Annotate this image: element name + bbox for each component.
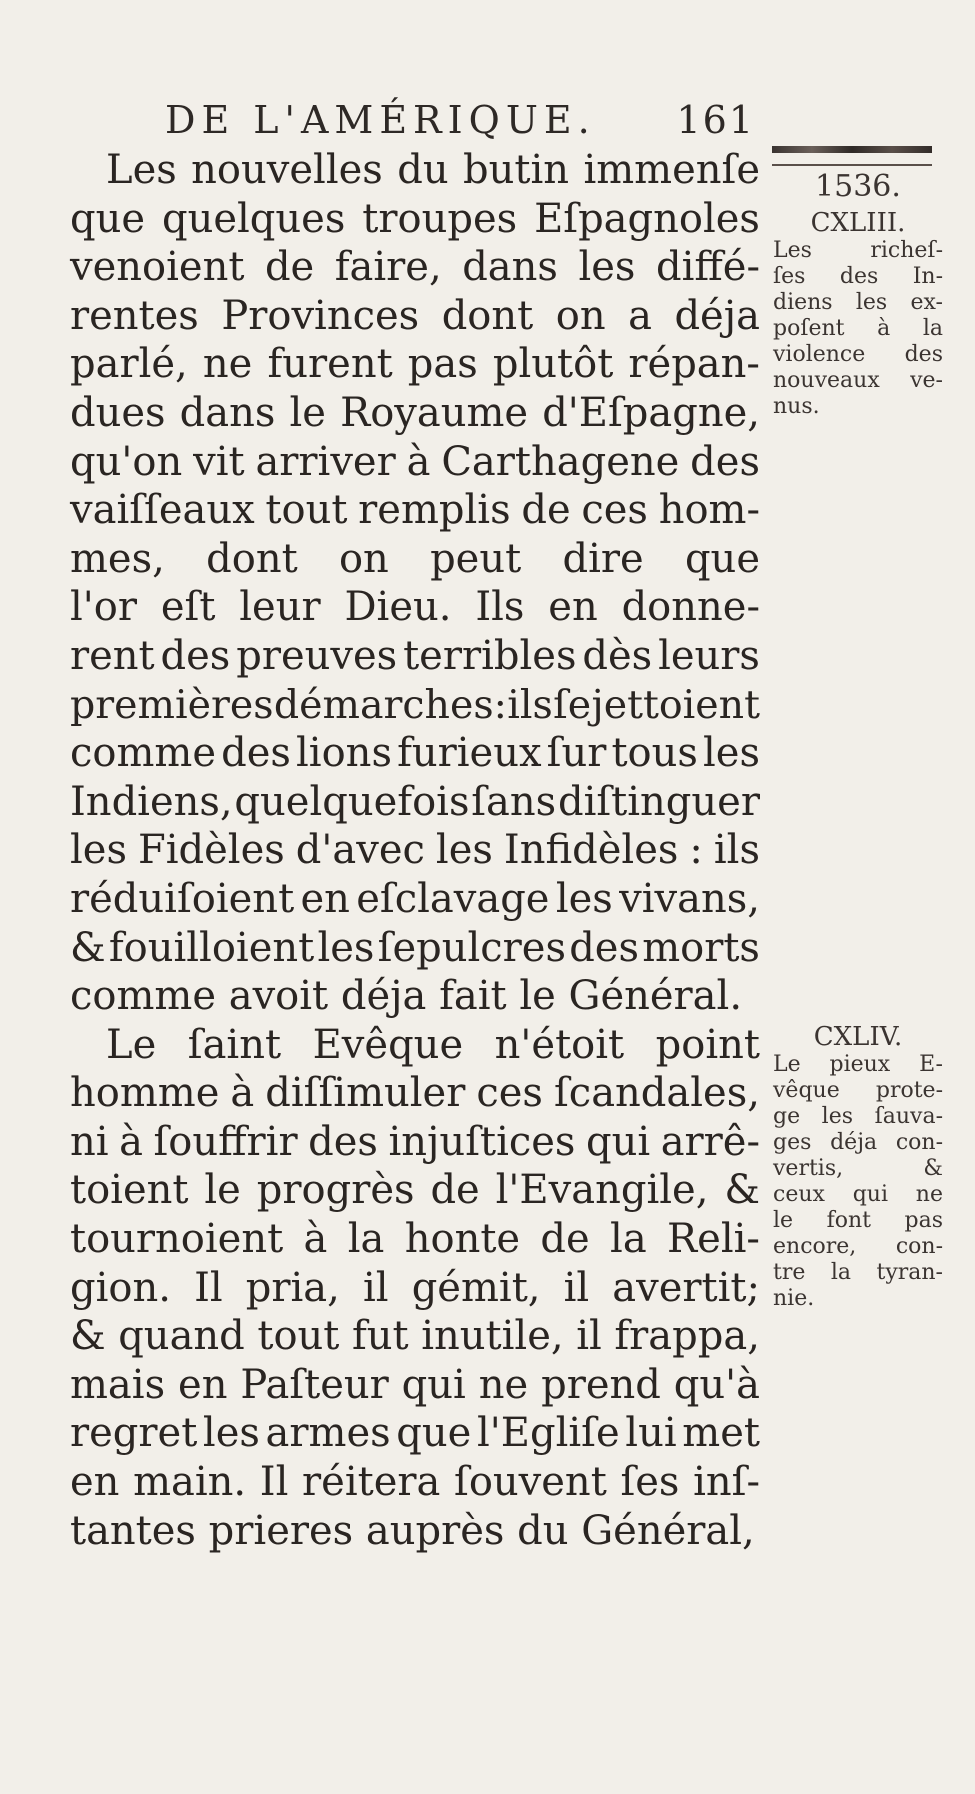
text-line: venoient de faire, dans les diffé- <box>70 244 760 291</box>
margin-ornament-rule <box>772 146 932 153</box>
text-line: que quelques troupes Eſpagnoles <box>70 195 760 242</box>
text-line: mes, dont on peut dire que <box>70 535 760 582</box>
margin-note-line: poſent à la <box>773 316 943 341</box>
margin-note-line: nus. <box>773 394 820 419</box>
text-line: Indiens, quelquefois ſans diſtinguer <box>70 778 760 825</box>
running-title: DE L'AMÉRIQUE. <box>165 98 596 142</box>
text-line: rentes Provinces dont on a déja <box>70 292 760 339</box>
margin-note-line: ceux qui ne <box>773 1182 943 1207</box>
margin-note-1 <box>773 170 943 420</box>
text-line: Le ſaint Evêque n'étoit point <box>106 1021 760 1068</box>
text-line: comme avoit déja fait le Général. <box>70 973 743 1020</box>
margin-thin-rule <box>772 164 932 166</box>
margin-note-line: ge les ſauva- <box>773 1104 943 1129</box>
margin-note-line: vêque prote- <box>773 1078 943 1103</box>
margin-note-line: nie. <box>773 1286 815 1311</box>
page-header <box>165 98 755 142</box>
margin-year: 1536. <box>815 169 901 204</box>
text-line: ni à ſouffrir des injuſtices qui arrê- <box>70 1118 760 1165</box>
text-line: toient le progrès de l'Evangile, & <box>70 1167 760 1214</box>
margin-note-line: nouveaux ve- <box>773 368 943 393</box>
text-line: en main. Il réitera ſouvent ſes inſ- <box>70 1459 760 1506</box>
text-line: premières démarches: ils ſe jettoient <box>70 681 760 728</box>
section-number-143: CXLIII. <box>810 208 906 238</box>
text-line: dues dans le Royaume d'Eſpagne, <box>70 389 760 436</box>
margin-note-line: encore, con- <box>773 1234 943 1259</box>
main-text-block <box>70 146 760 1555</box>
text-line: gion. Il pria, il gémit, il avertit; <box>70 1264 760 1311</box>
text-line: & quand tout fut inutile, il frappa, <box>70 1313 760 1360</box>
text-line: & fouilloient les ſepulcres des morts <box>70 924 760 971</box>
text-line: tantes prieres auprès du Général, <box>70 1507 755 1554</box>
margin-note-line: Le pieux E- <box>773 1052 943 1077</box>
text-line: rent des preuves terribles dès leurs <box>70 632 760 679</box>
text-line: comme des lions furieux ſur tous les <box>70 730 760 777</box>
text-line: les Fidèles d'avec les Infidèles : ils <box>70 827 760 874</box>
margin-note-line: ſes des In- <box>773 264 943 289</box>
margin-note-2 <box>773 1022 943 1312</box>
page-number: 161 <box>676 98 755 142</box>
text-line: tournoient à la honte de la Reli- <box>70 1216 760 1263</box>
text-line: regret les armes que l'Egliſe lui met <box>70 1410 760 1457</box>
text-line: vaiſſeaux tout remplis de ces hom- <box>70 487 760 534</box>
margin-note-line: tre la tyran- <box>773 1260 943 1285</box>
margin-note-line: diens les ex- <box>773 290 943 315</box>
margin-note-line: le font pas <box>773 1208 943 1233</box>
margin-note-line: ges déja con- <box>773 1130 943 1155</box>
margin-note-line: Les richeſ- <box>773 238 943 263</box>
text-line: mais en Paſteur qui ne prend qu'à <box>70 1361 760 1408</box>
margin-note-line: violence des <box>773 342 943 367</box>
section-number-144: CXLIV. <box>813 1022 903 1052</box>
margin-note-line: vertis, & <box>773 1156 943 1181</box>
text-line: homme à diſſimuler ces ſcandales, <box>70 1070 760 1117</box>
text-line: réduiſoient en eſclavage les vivans, <box>70 875 760 922</box>
text-line: parlé, ne furent pas plutôt répan- <box>70 341 760 388</box>
text-line: l'or eſt leur Dieu. Ils en donne- <box>70 584 760 631</box>
text-line: Les nouvelles du butin immenſe <box>106 147 760 193</box>
text-line: qu'on vit arriver à Carthagene des <box>70 438 760 485</box>
